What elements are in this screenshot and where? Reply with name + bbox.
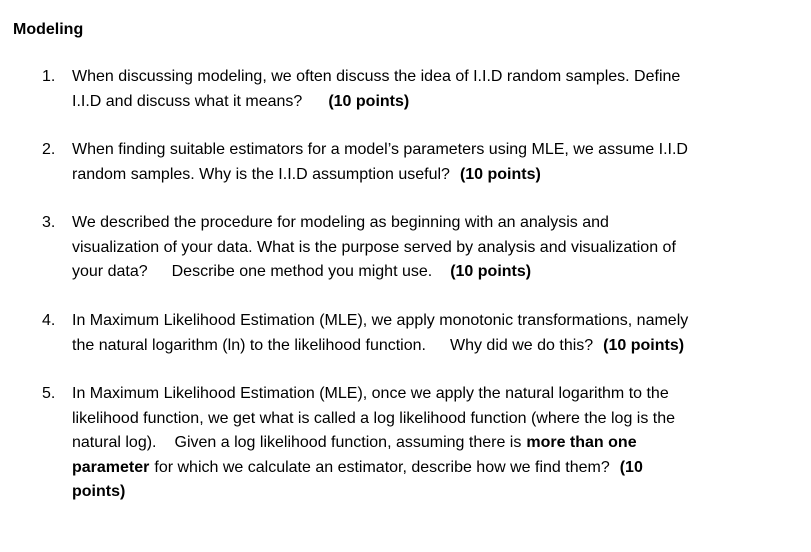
question-text-run: Why did we do this? [449, 336, 594, 354]
question-line [72, 236, 804, 261]
question-line [72, 138, 804, 163]
question-text-run: the natural logarithm (ln) to the likelihood function. [72, 336, 426, 354]
question-line [72, 407, 804, 432]
question-line [72, 65, 804, 90]
question-text-run: natural log). [72, 434, 157, 451]
question-line [72, 480, 804, 505]
question-text [72, 65, 804, 114]
question-text [72, 211, 804, 285]
bold-text: (10 [619, 458, 643, 476]
bold-text: points) [72, 483, 126, 500]
question-line [72, 90, 804, 115]
question-line [72, 334, 804, 359]
question-line [72, 382, 804, 407]
bold-text: parameter [72, 458, 150, 476]
question-text-run: random samples. Why is the I.I.D assumption useful? [72, 165, 450, 183]
bold-text: more than one [526, 434, 637, 451]
question-text [72, 309, 804, 358]
question-line [72, 211, 804, 236]
question-number: 4. [42, 312, 56, 329]
question-text-run: Describe one method you might use. [171, 263, 433, 280]
question-line [72, 309, 804, 334]
question-line [72, 163, 804, 188]
bold-text: (10 points) [328, 92, 410, 110]
question-line [72, 260, 804, 285]
question-text [72, 138, 804, 187]
question-text-run: your data? [72, 263, 148, 280]
question-text-run: We described the procedure for modeling as beginning with an analysis and [72, 214, 609, 231]
question-number: 3. [42, 214, 56, 231]
question-line [72, 456, 804, 481]
question-text-run: for which we calculate an estimator, describe how we find them? [154, 458, 610, 476]
question-line [72, 431, 804, 456]
question-text-run: likelihood function, we get what is called a log likelihood function (where the log is the [72, 409, 676, 427]
question-text-run: In Maximum Likelihood Estimation (MLE), once we apply the natural logarithm to the [72, 385, 669, 402]
section-heading: Modeling [13, 21, 84, 38]
question-text-run: In Maximum Likelihood Estimation (MLE), we apply monotonic transformations, namely [72, 312, 689, 329]
question-text-run: I.I.D and discuss what it means? [72, 92, 303, 110]
question-text [72, 382, 804, 505]
question-text-run: When discussing modeling, we often discuss the idea of I.I.D random samples. Define [72, 68, 681, 85]
question-text-run: visualization of your data. What is the purpose served by analysis and visualization of [72, 238, 676, 256]
bold-text: (10 points) [603, 336, 685, 354]
bold-text: (10 points) [450, 263, 532, 280]
question-number: 2. [42, 141, 56, 158]
question-number: 1. [42, 68, 56, 85]
question-text-run: Given a log likelihood function, assuming there is [174, 434, 522, 451]
question-number: 5. [42, 385, 56, 402]
bold-text: (10 points) [459, 165, 541, 183]
question-text-run: When finding suitable estimators for a model’s parameters using MLE, we assume I.I.D [72, 141, 688, 158]
